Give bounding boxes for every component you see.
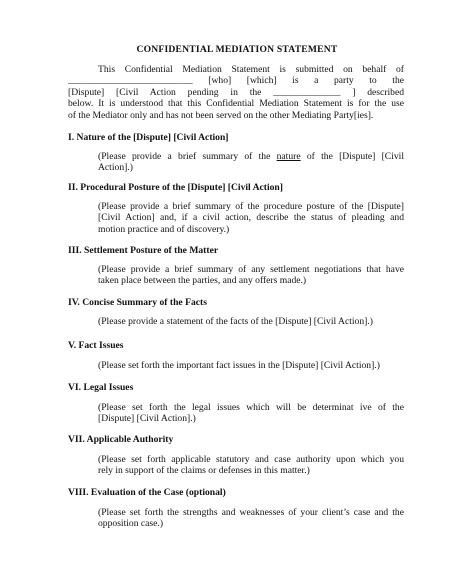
section-body-facts	[98, 316, 404, 327]
section-body-procedural-posture	[98, 201, 404, 235]
intro-line: below. It is understood that this Confidential Mediation Statement is for the use	[68, 98, 404, 110]
section-heading-nature: I. Nature of the [Dispute] [Civil Action]	[68, 132, 229, 143]
section-line: (Please set forth the strengths and weaknesses of your client’s case and the	[98, 507, 404, 518]
intro-line: This Confidential Mediation Statement is submitted on behalf of	[98, 64, 404, 75]
intro-paragraph	[68, 64, 404, 121]
section-line: motion practice and of discovery.)	[98, 223, 230, 235]
section-line: taken place between the parties, and any offers made.)	[98, 275, 307, 287]
section-body-nature	[98, 151, 404, 174]
section-line: (Please provide a statement of the facts of the [Dispute] [Civil Action].)	[98, 316, 373, 327]
section-body-settlement-posture	[98, 264, 404, 287]
section-line: (Please provide a brief summary of the procedure posture of the [Dispute]	[98, 201, 404, 212]
section-heading-applicable-authority: VII. Applicable Authority	[68, 434, 174, 445]
section-line: (Please provide a brief summary of the nature of the [Dispute] [Civil	[98, 151, 404, 162]
intro-line: of the Mediator only and has not been served on the other Mediating Party[ies].	[68, 109, 374, 121]
section-line: (Please set forth applicable statutory and case authority upon which you	[98, 454, 404, 465]
section-line: (Please provide a brief summary of any settlement negotiations that have	[98, 264, 404, 275]
section-heading-fact-issues: V. Fact Issues	[68, 340, 124, 351]
section-heading-procedural-posture: II. Procedural Posture of the [Dispute] [Civil Action]	[68, 182, 283, 193]
section-line: Action].)	[98, 162, 133, 174]
intro-line: __________________________ [who] [which] is a party to the	[68, 75, 404, 87]
section-line: [Dispute] [Civil Action].)	[98, 413, 196, 425]
intro-line: [Dispute] [Civil Action pending in the ______________ ] described	[68, 86, 404, 98]
section-body-evaluation	[98, 507, 404, 530]
section-heading-evaluation: VIII. Evaluation of the Case (optional)	[68, 487, 226, 498]
section-body-applicable-authority	[98, 454, 404, 477]
section-body-fact-issues	[98, 360, 404, 371]
section-line: rely in support of the claims or defenses in this matter.)	[98, 465, 310, 477]
section-line: (Please set forth the legal issues which will be determinat ive of the	[98, 402, 404, 413]
section-line: (Please set forth the important fact issues in the [Dispute] [Civil Action].)	[98, 360, 380, 371]
section-heading-facts: IV. Concise Summary of the Facts	[68, 297, 207, 308]
section-line: opposition case.)	[98, 518, 164, 530]
section-line: [Civil Action] and, if a civil action, describe the status of pleading and	[98, 212, 404, 224]
document-title: CONFIDENTIAL MEDIATION STATEMENT	[136, 44, 338, 55]
underlined-word: nature	[276, 151, 301, 162]
section-body-legal-issues	[98, 402, 404, 425]
section-heading-settlement-posture: III. Settlement Posture of the Matter	[68, 245, 219, 256]
section-heading-legal-issues: VI. Legal Issues	[68, 382, 134, 393]
